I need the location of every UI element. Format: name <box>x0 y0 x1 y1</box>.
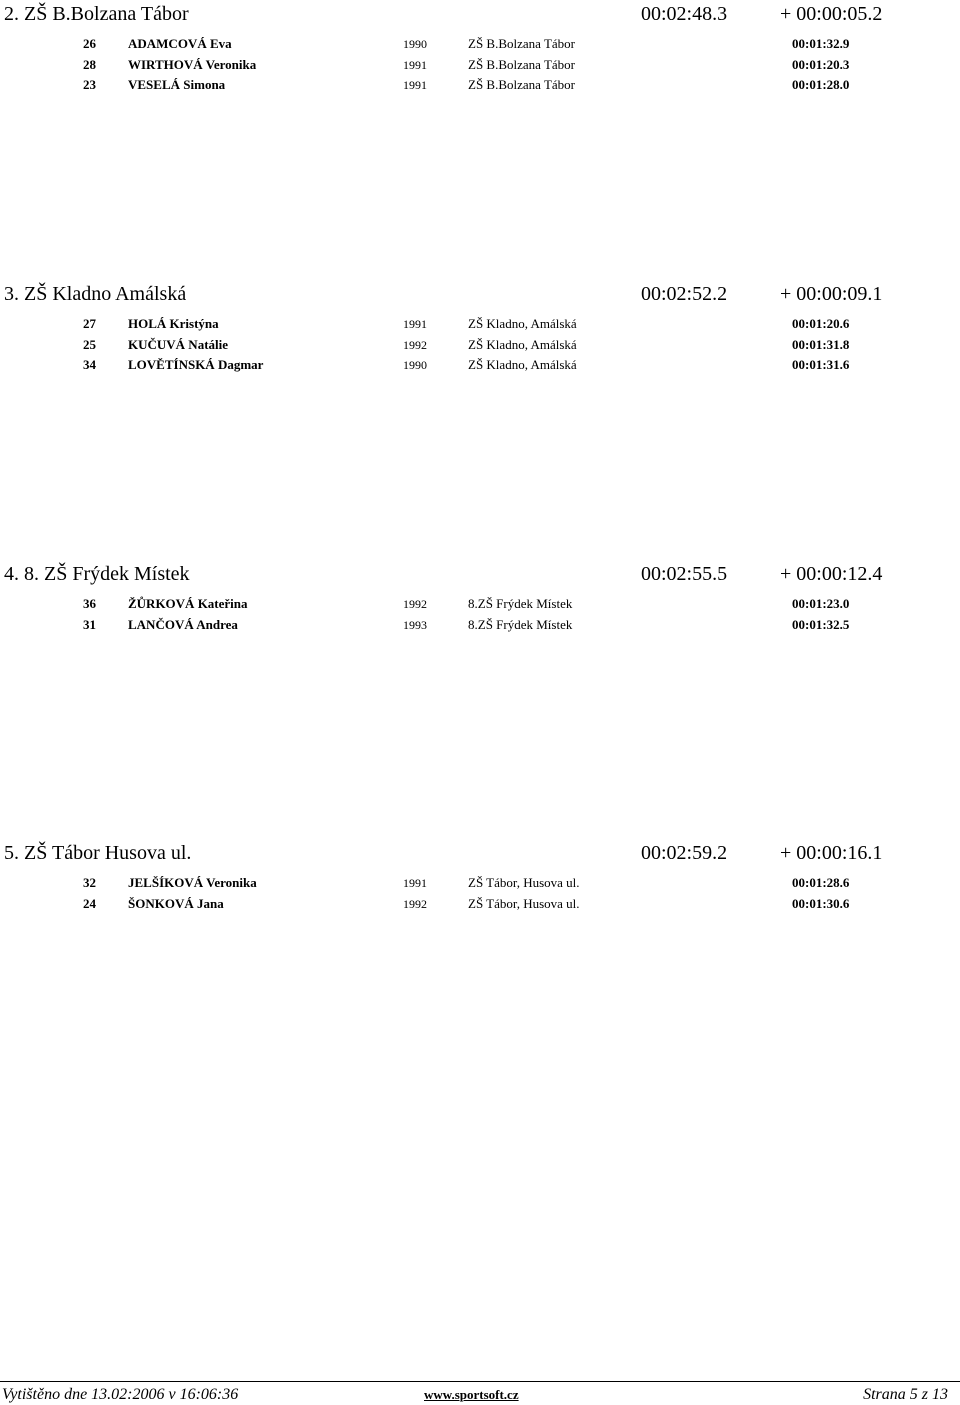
athlete-time: 00:01:28.6 <box>792 875 850 890</box>
team-members <box>0 34 960 96</box>
team-time-diff: + 00:00:05.2 <box>780 3 883 25</box>
page-number: Strana 5 z 13 <box>863 1386 948 1403</box>
school-name: ZŠ B.Bolzana Tábor <box>468 56 575 72</box>
team-time: 00:02:48.3 <box>641 3 728 25</box>
athlete-name: LANČOVÁ Andrea <box>128 616 238 632</box>
birth-year: 1991 <box>403 317 427 331</box>
athlete-time: 00:01:32.5 <box>792 616 850 632</box>
team-block <box>0 280 960 376</box>
table-row <box>0 894 960 915</box>
team-header <box>0 0 960 28</box>
athlete-name: JELŠÍKOVÁ Veronika <box>128 875 257 890</box>
team-name: 4. 8. ZŠ Frýdek Místek <box>4 563 190 585</box>
start-number: 34 <box>83 357 96 372</box>
athlete-name: HOLÁ Kristýna <box>128 316 219 331</box>
team-name: 3. ZŠ Kladno Amálská <box>4 283 187 305</box>
table-row <box>0 335 960 356</box>
school-name: ZŠ Kladno, Amálská <box>468 357 577 372</box>
school-name: 8.ZŠ Frýdek Místek <box>468 596 573 611</box>
start-number: 23 <box>83 77 96 92</box>
start-number: 28 <box>83 56 96 72</box>
athlete-name: ŽŮRKOVÁ Kateřina <box>128 596 248 611</box>
athlete-time: 00:01:31.6 <box>792 357 850 372</box>
team-block <box>0 0 960 96</box>
start-number: 31 <box>83 616 96 632</box>
birth-year: 1991 <box>403 78 427 92</box>
team-time: 00:02:59.2 <box>641 842 728 864</box>
athlete-time: 00:01:32.9 <box>792 36 850 51</box>
start-number: 24 <box>83 895 96 911</box>
school-name: ZŠ Kladno, Amálská <box>468 316 577 331</box>
table-row <box>0 55 960 76</box>
school-name: ZŠ Tábor, Husova ul. <box>468 895 580 911</box>
athlete-name: ADAMCOVÁ Eva <box>128 36 232 51</box>
team-block <box>0 839 960 914</box>
athlete-time: 00:01:30.6 <box>792 895 850 911</box>
team-members <box>0 314 960 376</box>
school-name: ZŠ B.Bolzana Tábor <box>468 36 575 51</box>
athlete-time: 00:01:23.0 <box>792 596 850 611</box>
athlete-time: 00:01:31.8 <box>792 336 850 352</box>
birth-year: 1991 <box>403 876 427 890</box>
team-header <box>0 560 960 588</box>
team-time-diff: + 00:00:09.1 <box>780 283 883 305</box>
sportsoft-link[interactable]: www.sportsoft.cz <box>424 1387 519 1402</box>
birth-year: 1992 <box>403 597 427 611</box>
start-number: 32 <box>83 875 96 890</box>
birth-year: 1992 <box>403 896 427 911</box>
birth-year: 1993 <box>403 617 427 632</box>
start-number: 36 <box>83 596 96 611</box>
school-name: ZŠ Kladno, Amálská <box>468 336 577 352</box>
athlete-name: KUČUVÁ Natálie <box>128 336 229 352</box>
start-number: 25 <box>83 336 96 352</box>
table-row <box>0 615 960 636</box>
athlete-name: WIRTHOVÁ Veronika <box>128 56 257 72</box>
start-number: 26 <box>83 36 96 51</box>
athlete-time: 00:01:20.6 <box>792 316 850 331</box>
team-time: 00:02:52.2 <box>641 283 728 305</box>
team-time-diff: + 00:00:12.4 <box>780 563 883 585</box>
athlete-name: VESELÁ Simona <box>128 77 226 92</box>
athlete-time: 00:01:28.0 <box>792 77 850 92</box>
athlete-name: ŠONKOVÁ Jana <box>128 895 224 911</box>
table-row <box>0 873 960 894</box>
school-name: ZŠ Tábor, Husova ul. <box>468 875 580 890</box>
start-number: 27 <box>83 316 96 331</box>
page-footer <box>0 1381 960 1404</box>
team-members <box>0 594 960 635</box>
school-name: ZŠ B.Bolzana Tábor <box>468 77 575 92</box>
team-block <box>0 560 960 635</box>
table-row <box>0 75 960 96</box>
team-header <box>0 280 960 308</box>
team-name: 2. ZŠ B.Bolzana Tábor <box>4 3 189 25</box>
school-name: 8.ZŠ Frýdek Místek <box>468 616 573 632</box>
birth-year: 1991 <box>403 57 427 72</box>
athlete-name: LOVĚTÍNSKÁ Dagmar <box>128 357 264 372</box>
birth-year: 1990 <box>403 358 427 372</box>
team-members <box>0 873 960 914</box>
team-time: 00:02:55.5 <box>641 563 728 585</box>
print-date: Vytištěno dne 13.02:2006 v 16:06:36 <box>2 1386 239 1403</box>
table-row <box>0 314 960 335</box>
team-name: 5. ZŠ Tábor Husova ul. <box>4 842 192 864</box>
table-row <box>0 355 960 376</box>
birth-year: 1990 <box>403 37 427 51</box>
team-header <box>0 839 960 867</box>
table-row <box>0 34 960 55</box>
athlete-time: 00:01:20.3 <box>792 56 850 72</box>
birth-year: 1992 <box>403 337 427 352</box>
table-row <box>0 594 960 615</box>
team-time-diff: + 00:00:16.1 <box>780 842 883 864</box>
